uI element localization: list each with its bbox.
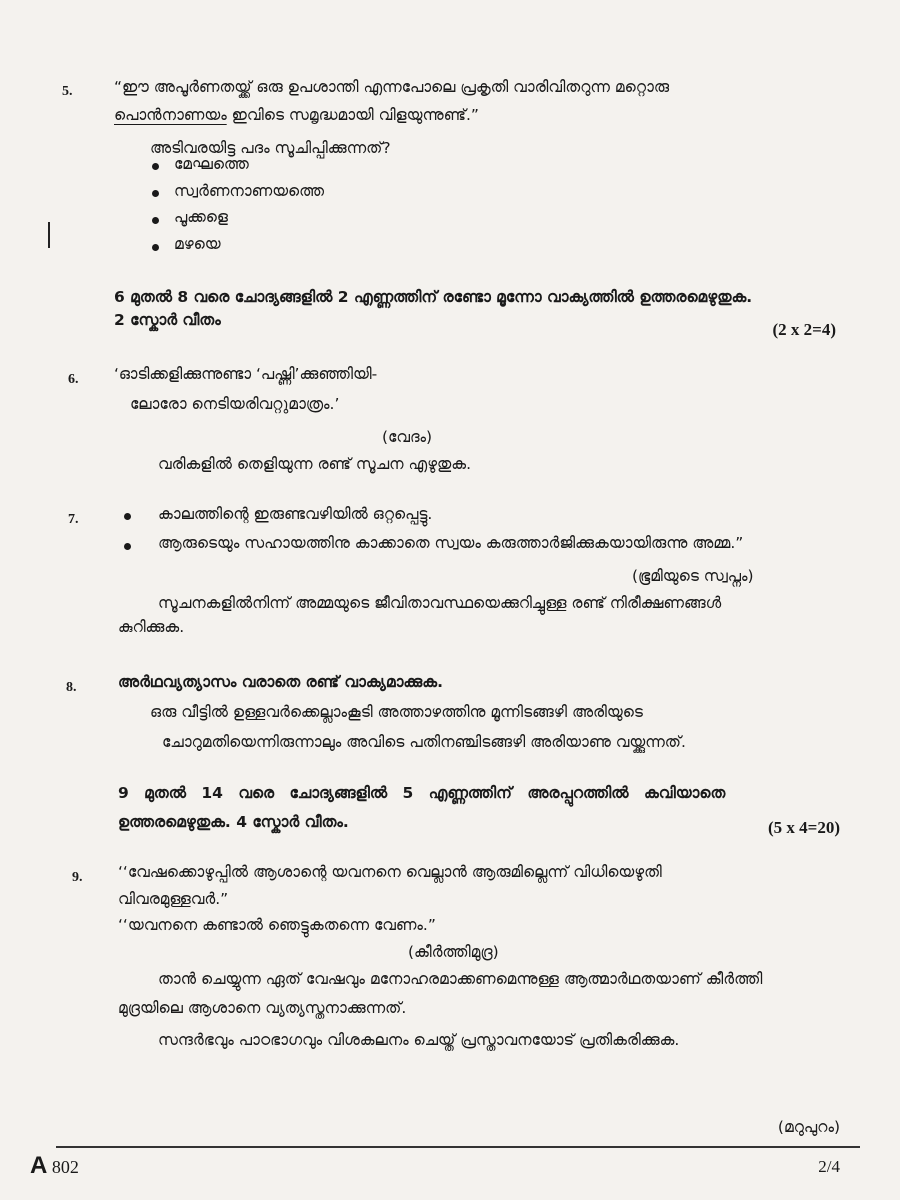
q5-quote-line2 (114, 108, 479, 124)
q9-quote2: ‘‘യവനനെ കണ്ടാൽ ഞെട്ടുകതന്നെ വേണം.” (118, 916, 436, 934)
q7-prompt-line1: സൂചനകളിൽനിന്ന് അമ്മയുടെ ജീവിതാവസ്ഥയെക്കുറിച്ചുള്ള രണ്ട് നിരീക്ഷണങ്ങൾ (158, 594, 722, 612)
question-number-5: 5. (62, 84, 73, 99)
section-6-8-score-note: 2 സ്കോർ വീതം (114, 311, 221, 329)
q9-statement-line1: താൻ ചെയ്യുന്ന ഏത് വേഷവും മനോഹരമാക്കണമെന്നുള്ള ആത്മാർഥതയാണ് കീർത്തി (158, 970, 763, 988)
bullet-icon (152, 190, 159, 197)
turn-over-note: (മറുപുറം) (777, 1118, 840, 1136)
q5-prompt: അടിവരയിട്ട പദം സൂചിപ്പിക്കുന്നത്? (150, 139, 391, 157)
paper-code (30, 1152, 79, 1180)
footer-divider (56, 1146, 860, 1148)
question-number-6: 6. (68, 372, 79, 387)
q9-statement-line2: മുദ്രയിലെ ആശാനെ വ്യത്യസ്തനാക്കുന്നത്. (118, 999, 407, 1017)
q6-verse-line2: ലോരോ നെടിയരിവറ്റുമാത്രം.’ (130, 395, 340, 413)
bullet-icon (152, 244, 159, 251)
q5-option: സ്വർണനാണയത്തെ (174, 182, 324, 200)
bullet-icon (124, 543, 131, 550)
question-number-8: 8. (66, 680, 77, 695)
q9-quote1-line2: വിവരമുള്ളവർ.” (118, 890, 229, 908)
q6-prompt: വരികളിൽ തെളിയുന്ന രണ്ട് സൂചന എഴുതുക. (158, 455, 472, 473)
section-9-14-score-note: ഉത്തരമെഴുതുക. 4 സ്കോർ വീതം. (118, 813, 349, 831)
q9-quote1-line1: ‘‘വേഷക്കൊഴുപ്പിൽ ആശാന്റെ യവനനെ വെല്ലാൻ ആരുമില്ലെന്ന് വിധിയെഴുതി (118, 863, 662, 881)
q5-quote-line2-rest: ഇവിടെ സമൃദ്ധമായി വിളയുന്നുണ്ട്.” (226, 106, 479, 124)
q5-underlined-word: പൊൻനാണയം (114, 106, 227, 124)
margin-mark (48, 222, 50, 248)
q9-source: (കീർത്തിമുദ്ര) (408, 943, 499, 961)
q7-prompt-line2: കുറിക്കുക. (118, 618, 185, 636)
section-9-14-score: (5 x 4=20) (767, 818, 840, 837)
q7-source: (ഭൂമിയുടെ സ്വപ്നം) (632, 567, 754, 585)
paper-code-number: 802 (51, 1157, 79, 1177)
paper-code-letter: A (30, 1152, 48, 1179)
question-number-7: 7. (68, 512, 79, 527)
q5-option: മഴയെ (174, 235, 221, 253)
section-9-14-instruction: 9 മുതൽ 14 വരെ ചോദ്യങ്ങളിൽ 5 എണ്ണത്തിന് അരപ്പുറത്തിൽ കവിയാതെ (118, 784, 726, 802)
bullet-icon (152, 163, 159, 170)
q5-quote-line1: “ഈ അപൂർണതയ്ക്ക് ഒരു ഉപശാന്തി എന്നപോലെ പ്രകൃതി വാരിവിതറുന്ന മറ്റൊരു (114, 78, 670, 96)
section-6-8-instruction: 6 മുതൽ 8 വരെ ചോദ്യങ്ങളിൽ 2 എണ്ണത്തിന് രണ്ടോ മൂന്നോ വാക്യത്തിൽ ഉത്തരമെഴുതുക. (114, 288, 753, 306)
q8-passage-line2: ചോറുമതിയെന്നിരുന്നാലും അവിടെ പതിനഞ്ചിടങ്ങഴി അരിയാണു വയ്ക്കുന്നത്. (162, 733, 686, 751)
q6-source: (വേദം) (382, 428, 433, 446)
q5-option: പൂക്കളെ (174, 208, 228, 226)
q6-verse-line1: ‘ഓടിക്കളിക്കുന്നുണ്ടാ ‘പഷ്ണി’ക്കുഞ്ഞിയി- (114, 365, 378, 383)
q8-instruction: അർഥവ്യത്യാസം വരാതെ രണ്ട് വാക്യമാക്കുക. (118, 673, 443, 691)
bullet-icon (152, 217, 159, 224)
q5-option: മേഘത്തെ (174, 155, 249, 173)
q8-passage-line1: ഒരു വീട്ടിൽ ഉള്ളവർക്കെല്ലാംകൂടി അത്താഴത്തിനു മൂന്നിടങ്ങഴി അരിയുടെ (150, 703, 643, 721)
section-6-8-score: (2 x 2=4) (772, 320, 836, 339)
q7-bullet1: കാലത്തിന്റെ ഇരുണ്ടവഴിയിൽ ഒറ്റപ്പെട്ടു. (158, 505, 433, 523)
page-number: 2/4 (818, 1157, 840, 1176)
q7-bullet2: ആരുടെയും സഹായത്തിനു കാക്കാതെ സ്വയം കരുത്താർജിക്കുകയായിരുന്നു അമ്മ.” (158, 534, 744, 552)
q9-prompt: സന്ദർഭവും പാഠഭാഗവും വിശകലനം ചെയ്ത് പ്രസ്താവനയോട് പ്രതികരിക്കുക. (158, 1031, 680, 1049)
bullet-icon (124, 513, 131, 520)
question-number-9: 9. (72, 870, 83, 885)
